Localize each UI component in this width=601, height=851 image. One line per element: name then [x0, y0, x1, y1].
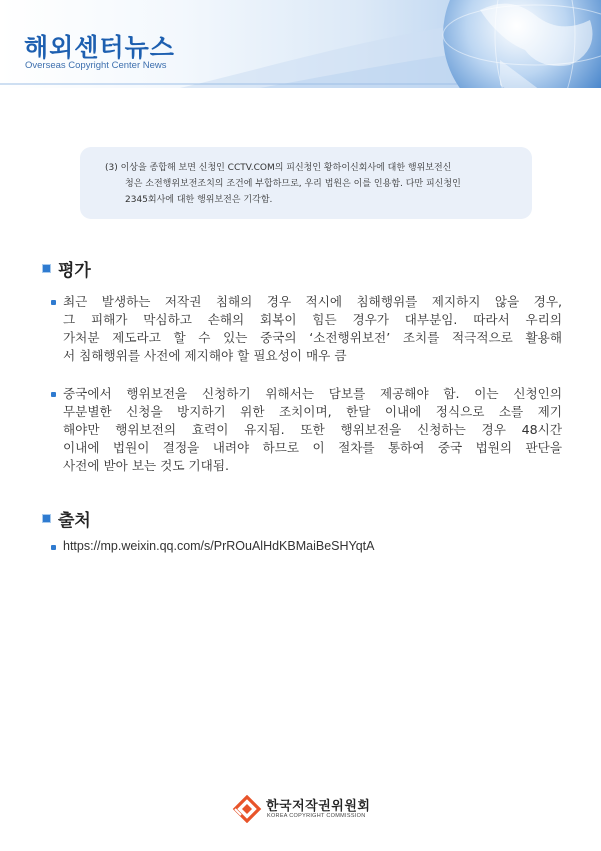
source-item — [48, 539, 374, 553]
evaluation-paragraph — [48, 293, 562, 365]
paragraph-line: 최근 발생하는 저작권 침해의 경우 적시에 침해행위를 제지하지 않을 경우, — [63, 294, 562, 309]
header-title: 해외센터뉴스 — [24, 33, 175, 62]
square-bullet-icon — [42, 514, 51, 523]
evaluation-heading — [42, 256, 91, 281]
footer-org-name-en: KOREA COPYRIGHT COMMISSION — [267, 813, 366, 819]
source-heading — [42, 506, 91, 531]
paragraph-line: 사전에 받아 보는 것도 기대됨. — [63, 458, 230, 473]
footer-org-name: 한국저작권위원회 — [266, 799, 371, 814]
paragraph-line: 이내에 법원이 결정을 내려야 하므로 이 절차를 통하여 중국 법원의 판단을 — [63, 440, 562, 455]
bullet-icon — [51, 392, 56, 397]
quote-line: 청은 소전행위보전조치의 조건에 부합하므로, 우리 법원은 이를 인용함. 다만 피신청인 — [125, 179, 461, 189]
bullet-icon — [51, 300, 56, 305]
globe-icon — [440, 0, 601, 88]
paragraph-line: 그 피해가 막심하고 손해의 회복이 힘든 경우가 대부분임. 따라서 우리의 — [63, 312, 562, 327]
paragraph-line: 해야만 행위보전의 효력이 유지됨. 또한 행위보전을 신청하는 경우 48시간 — [63, 422, 562, 437]
page-header — [0, 0, 601, 88]
quote-text — [105, 160, 515, 208]
paragraph-line: 가처분 제도라고 할 수 있는 중국의 ‘소전행위보전’ 조치를 적극적으로 활용해 — [63, 330, 562, 345]
source-link[interactable]: https://mp.weixin.qq.com/s/PrROuAlHdKBMaiBeSHYqtA — [63, 539, 375, 553]
paragraph-line: 중국에서 행위보전을 신청하기 위해서는 담보를 제공해야 함. 이는 신청인의 — [63, 386, 562, 401]
source-title: 출처 — [58, 511, 91, 531]
evaluation-title: 평가 — [58, 261, 91, 281]
paragraph-line: 서 침해행위를 사전에 제지해야 할 필요성이 매우 큼 — [63, 348, 347, 363]
square-bullet-icon — [42, 264, 51, 273]
quote-line: (3) 이상을 종합해 보면 신청인 CCTV.COM의 피신청인 황하이신회사에 대한 행위보전신 — [105, 163, 452, 173]
header-subtitle: Overseas Copyright Center News — [25, 60, 167, 71]
kcc-logo-icon — [232, 795, 262, 823]
quote-line: 2345회사에 대한 행위보전은 기각함. — [125, 195, 273, 205]
paragraph-line: 무분별한 신청을 방지하기 위한 조치이며, 한달 이내에 정식으로 소를 제기 — [63, 404, 562, 419]
bullet-icon — [51, 545, 56, 550]
evaluation-paragraph — [48, 385, 562, 475]
